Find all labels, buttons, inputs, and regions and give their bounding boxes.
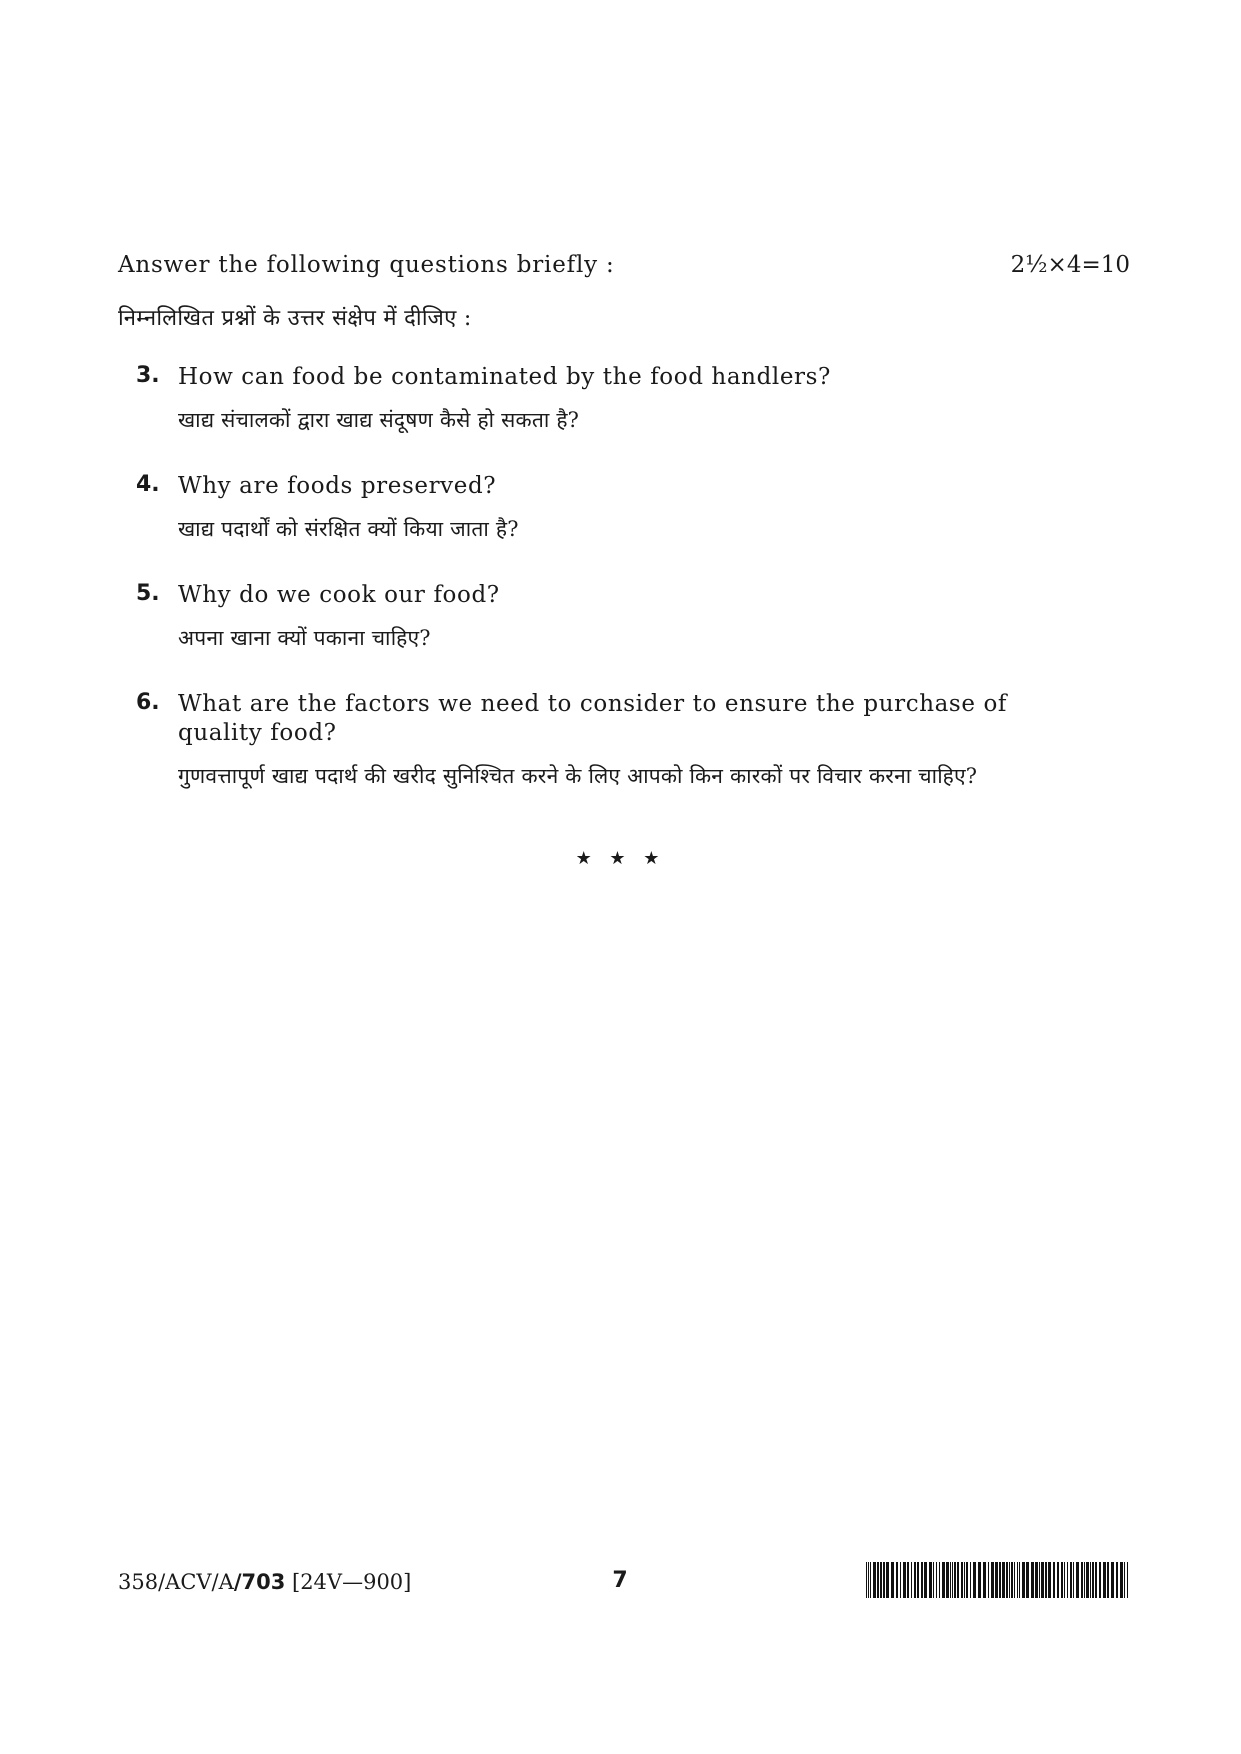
barcode-bar	[933, 1562, 934, 1598]
barcode-bar	[1041, 1562, 1044, 1598]
barcode-bar	[896, 1562, 898, 1598]
barcode-bar	[907, 1562, 909, 1598]
question-text-hindi: गुणवत्तापूर्ण खाद्य पदार्थ की खरीद सुनिश्चित करने के लिए आपको किन कारकों पर विचार करना चाहिए?	[178, 764, 978, 788]
barcode-bar	[1017, 1562, 1018, 1598]
paper-code-suffix: [24V—900]	[285, 1570, 412, 1594]
barcode-bar	[952, 1562, 953, 1598]
barcode-bar	[964, 1562, 965, 1598]
barcode-bar	[1111, 1562, 1114, 1598]
barcode-bar	[921, 1562, 923, 1598]
barcode-bar	[1099, 1562, 1101, 1598]
barcode-bar	[929, 1562, 932, 1598]
barcode-bar	[942, 1562, 945, 1598]
question-6	[136, 690, 1076, 790]
barcode-bar	[1067, 1562, 1068, 1598]
barcode-bar	[1116, 1562, 1118, 1598]
end-of-paper-stars: ★ ★ ★	[575, 848, 666, 869]
barcode-bar	[886, 1562, 889, 1598]
barcode-bar	[1076, 1562, 1079, 1598]
barcode-bar	[1084, 1562, 1085, 1598]
question-text-english: Why do we cook our food?	[178, 582, 500, 608]
barcode-bar	[1011, 1562, 1013, 1598]
barcode-bar	[900, 1562, 901, 1598]
barcode-bar	[939, 1562, 940, 1598]
barcode-bar	[1045, 1562, 1047, 1598]
barcode-bar	[1057, 1562, 1059, 1598]
barcode-bar	[950, 1562, 951, 1598]
question-3	[136, 363, 1076, 434]
barcode-bar	[995, 1562, 998, 1598]
barcode-bar	[1014, 1562, 1015, 1598]
barcode-bar	[991, 1562, 994, 1598]
barcode-bar	[877, 1562, 879, 1598]
barcode-bar	[873, 1562, 876, 1598]
barcode-bar	[1022, 1562, 1025, 1598]
barcode-bar	[1002, 1562, 1005, 1598]
question-number: 4.	[136, 472, 160, 497]
barcode-bar	[880, 1562, 882, 1598]
barcode-bar	[966, 1562, 968, 1598]
barcode-bar	[1120, 1562, 1123, 1598]
barcode-bar	[917, 1562, 919, 1598]
barcode-bar	[1073, 1562, 1074, 1598]
barcode-bar	[1107, 1562, 1109, 1598]
barcode-bar	[978, 1562, 981, 1598]
barcode-bar	[870, 1562, 871, 1598]
barcode-bar	[999, 1562, 1001, 1598]
barcode-bar	[1026, 1562, 1029, 1598]
barcode-bar	[1053, 1562, 1055, 1598]
question-number: 5.	[136, 581, 160, 606]
question-text-english: Why are foods preserved?	[178, 473, 497, 499]
barcode-bar	[983, 1562, 986, 1598]
question-text-hindi: अपना खाना क्यों पकाना चाहिए?	[178, 626, 431, 650]
barcode-bar	[1031, 1562, 1034, 1598]
barcode-bar	[1070, 1562, 1072, 1598]
barcode-bar	[883, 1562, 885, 1598]
barcode-bar	[970, 1562, 971, 1598]
barcode-bar	[1035, 1562, 1038, 1598]
barcode-bar	[1009, 1562, 1010, 1598]
barcode-bar	[961, 1562, 963, 1598]
barcode-bar	[1064, 1562, 1065, 1598]
barcode-bar	[1090, 1562, 1091, 1598]
question-text-hindi: खाद्य पदार्थों को संरक्षित क्यों किया जाता है?	[178, 517, 519, 541]
barcode-bar	[1092, 1562, 1094, 1598]
barcode-bar	[1095, 1562, 1097, 1598]
question-text-english: What are the factors we need to consider to ensure the purchase of quality food?	[178, 691, 1008, 746]
barcode-bar	[1124, 1562, 1125, 1598]
paper-code-prefix: 358/ACV/A	[118, 1570, 234, 1594]
barcode-bar	[954, 1562, 956, 1598]
barcode-bar	[1103, 1562, 1106, 1598]
barcode-icon	[866, 1562, 1128, 1598]
question-text-hindi: खाद्य संचालकों द्वारा खाद्य संदूषण कैसे हो सकता है?	[178, 408, 580, 432]
paper-code-number: /703	[233, 1570, 286, 1594]
question-number: 3.	[136, 363, 160, 388]
question-text-english: How can food be contaminated by the food handlers?	[178, 364, 831, 390]
barcode-bar	[957, 1562, 959, 1598]
question-4	[136, 472, 1076, 543]
barcode-bar	[1061, 1562, 1063, 1598]
barcode-bar	[1039, 1562, 1040, 1598]
paper-code	[118, 1570, 411, 1594]
page-number: 7	[612, 1568, 628, 1593]
barcode-bar	[911, 1562, 912, 1598]
barcode-bar	[868, 1562, 869, 1598]
barcode-bar	[1127, 1562, 1128, 1598]
barcode-bar	[924, 1562, 927, 1598]
question-number: 6.	[136, 690, 160, 715]
barcode-bar	[891, 1562, 894, 1598]
barcode-bar	[914, 1562, 916, 1598]
barcode-bar	[866, 1562, 867, 1598]
barcode-bar	[973, 1562, 976, 1598]
question-5	[136, 581, 1076, 652]
barcode-bar	[1006, 1562, 1008, 1598]
barcode-bar	[1081, 1562, 1083, 1598]
barcode-bar	[936, 1562, 937, 1598]
barcode-bar	[1048, 1562, 1051, 1598]
instruction-hindi: निम्नलिखित प्रश्नों के उत्तर संक्षेप में दीजिए :	[118, 306, 472, 331]
barcode-bar	[946, 1562, 949, 1598]
barcode-bar	[1019, 1562, 1020, 1598]
barcode-bar	[988, 1562, 989, 1598]
marks-allocation: 2½×4=10	[1010, 252, 1130, 278]
instruction-english: Answer the following questions briefly :	[118, 252, 615, 278]
barcode-bar	[1086, 1562, 1089, 1598]
barcode-bar	[903, 1562, 906, 1598]
